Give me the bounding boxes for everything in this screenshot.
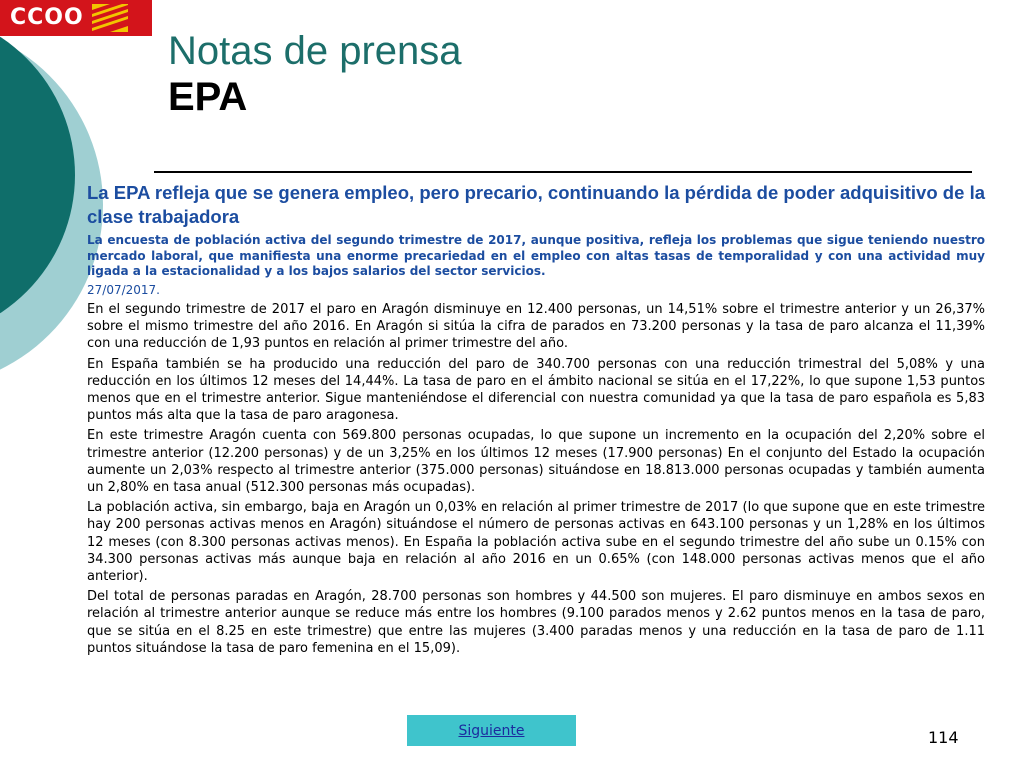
logo-text: CCOO	[10, 5, 84, 30]
article-paragraph: Del total de personas paradas en Aragón, 28.700 personas son hombres y 44.500 son mujeres. El paro disminuye en ambos sexos en relación al trimestre anterior aunque se reduce más entre los hombres (9.100 parados menos y 2.62 puntos menos en la tasa de paro, que se sitúa en el 8.25 en este trimestre) que entre las mujeres (3.400 paradas menos y una reducción en la tasa de paro de 1.11 puntos situándose la tasa de paro femenina en el 15,09).	[87, 589, 985, 656]
page-title	[168, 28, 868, 120]
article-date: 27/07/2017.	[87, 282, 160, 297]
next-button[interactable]: Siguiente	[407, 715, 576, 746]
article-paragraph: La población activa, sin embargo, baja en Aragón un 0,03% en relación al primer trimestre de 2017 (lo que supone que en este trimestre hay 200 personas activas menos en Aragón) situándose el número de personas activas en 643.100 personas y un 1,28% en los últimos 12 meses (con 8.300 personas activas menos). En España la población activa sube en el segundo trimestre del año sube un 0.15% con 34.300 personas activas más aunque baja en relación al año 2016 en un 0.65% (con 148.000 personas activas menos que el año anterior).	[87, 500, 985, 585]
article-paragraph: En este trimestre Aragón cuenta con 569.800 personas ocupadas, lo que supone un incremento en la ocupación del 2,20% sobre el trimestre anterior (12.200 personas) y de un 3,25% en los últimos 12 meses (17.900 personas) En el conjunto del Estado la ocupación aumente un 2,03% respecto al trimestre anterior (375.000 personas) situándose en 18.813.000 personas ocupadas y también aumenta un 2,80% en tasa anual (512.300 personas más ocupadas).	[87, 428, 985, 496]
page-number: 114	[928, 728, 959, 747]
title-divider	[154, 171, 972, 173]
article-paragraph: En el segundo trimestre de 2017 el paro en Aragón disminuye en 12.400 personas, un 14,51% sobre el trimestre anterior y un 26,37% sobre el mismo trimestre del año 2016. En Aragón si sitúa la cifra de parados en 73.200 personas y la tasa de paro alcanza el 11,39% con una reducción de 1,93 puntos en relación al primer trimestre del año.	[87, 302, 985, 352]
article-headline: La EPA refleja que se genera empleo, pero precario, continuando la pérdida de poder adquisitivo de la clase trabajadora	[87, 182, 985, 227]
title-line-1: Notas de prensa	[168, 29, 462, 73]
article-lead: La encuesta de población activa del segundo trimestre de 2017, aunque positiva, refleja los problemas que sigue teniendo nuestro mercado laboral, que manifiesta una enorme precariedad en el empleo con altas tasas de temporalidad y con una actividad muy ligada a la estacionalidad y a los bajos salarios del sector servicios.	[87, 233, 985, 278]
aragon-flag-icon	[92, 4, 128, 32]
title-line-2: EPA	[168, 75, 248, 119]
ccoo-logo[interactable]	[0, 0, 152, 36]
article-body	[87, 181, 985, 660]
article-paragraph: En España también se ha producido una reducción del paro de 340.700 personas con una reducción trimestral del 5,08% y una reducción en los últimos 12 meses del 14,44%. La tasa de paro en el ámbito nacional se sitúa en el 17,22%, lo que supone 1,53 puntos menos que en el trimestre anterior. Sigue manteniéndose el diferencial con nuestra comunidad ya que la tasa de paro española es 5,83 puntos más alta que la tasa de paro aragonesa.	[87, 356, 985, 424]
